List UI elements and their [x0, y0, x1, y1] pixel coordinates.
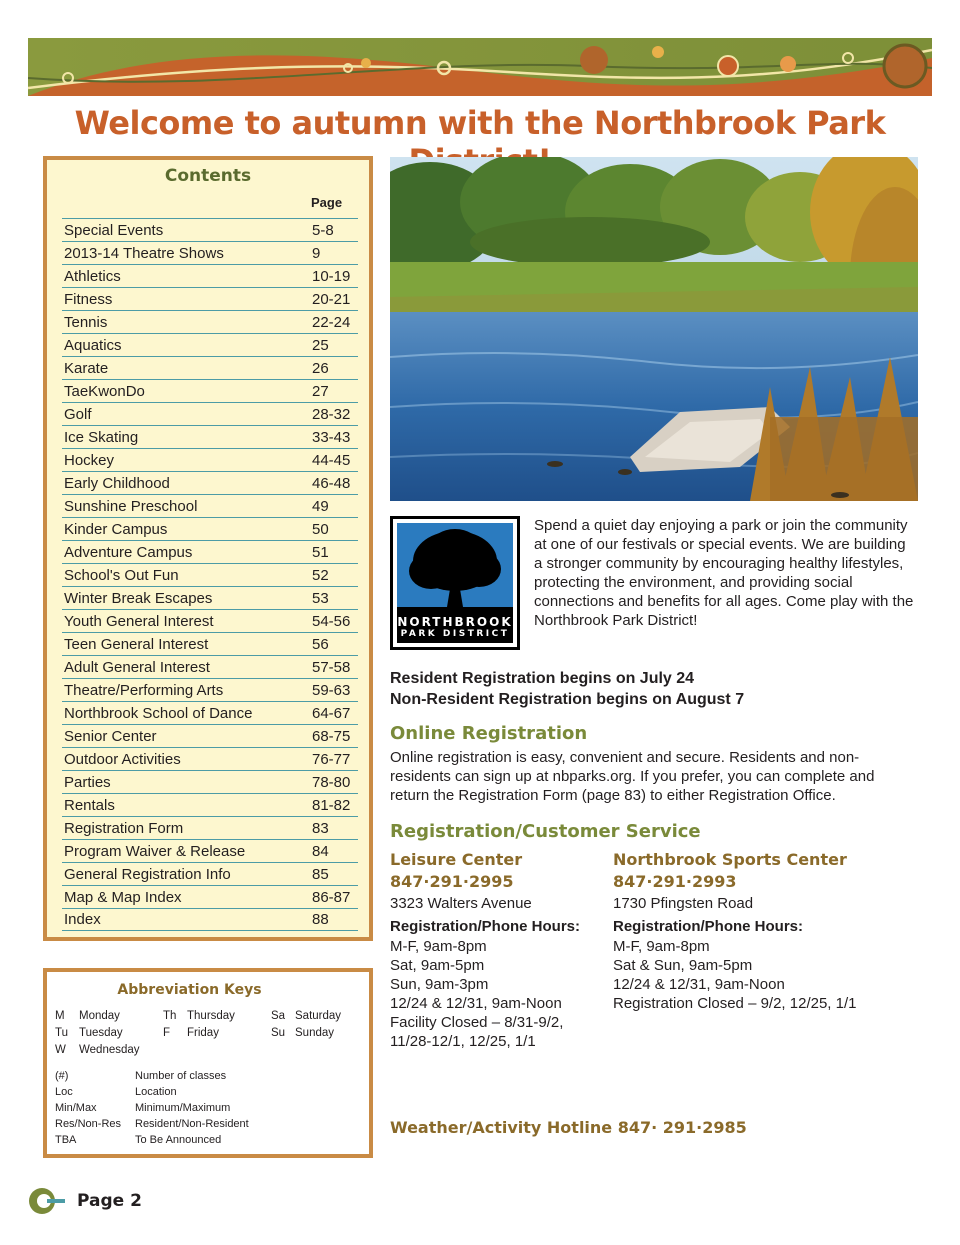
contents-item-page: 57-58: [312, 658, 351, 676]
contents-row: [62, 609, 358, 632]
day-name: Tuesday: [79, 1027, 123, 1039]
hours-line: Sat & Sun, 9am-5pm: [613, 957, 753, 974]
contents-row: [62, 839, 358, 862]
contents-item-page: 20-21: [312, 290, 351, 308]
logo-line-1: NORTHBROOK: [397, 615, 513, 629]
contents-row: [62, 678, 358, 701]
contents-item-page: 78-80: [312, 773, 351, 791]
contents-title: Contents: [164, 166, 252, 186]
contents-row: [62, 563, 358, 586]
sports-center-phone: 847·291·2993: [613, 872, 737, 891]
term-meaning: To Be Announced: [135, 1134, 222, 1146]
contents-list: [62, 218, 358, 931]
intro-paragraph: Spend a quiet day enjoying a park or join the community at one of our festivals or special events. We are building a stronger community by encouraging healthy lifestyles, protecting the environment, and providing social connections and benefits for all ages. Come play with the Northbrook Park District!: [534, 517, 914, 629]
day-abbreviation: M: [55, 1010, 65, 1022]
contents-item-label: Kinder Campus: [64, 520, 168, 538]
contents-item-label: Early Childhood: [64, 474, 170, 492]
contents-item-page: 5-8: [312, 221, 334, 239]
registration-dates: [390, 668, 910, 710]
contents-item-page: 76-77: [312, 750, 351, 768]
contents-item-label: Tennis: [64, 313, 108, 331]
page-headline: Welcome to autumn with the Northbrook Park: [74, 104, 886, 142]
contents-item-label: Hockey: [64, 451, 115, 469]
contents-item-page: 51: [312, 543, 329, 561]
contents-box: [43, 156, 373, 941]
contents-item-page: 46-48: [312, 474, 351, 492]
contents-row: [62, 264, 358, 287]
hours-line: Facility Closed – 8/31-9/2,: [390, 1014, 564, 1031]
decorative-banner: [28, 38, 932, 96]
contents-item-label: TaeKwonDo: [64, 382, 145, 400]
contents-item-page: 25: [312, 336, 329, 354]
northbrook-logo: [390, 516, 520, 650]
contents-item-page: 9: [312, 244, 321, 262]
contents-row: [62, 793, 358, 816]
term-abbreviation: Min/Max: [55, 1102, 97, 1114]
hours-line: 11/28-12/1, 12/25, 1/1: [390, 1033, 536, 1050]
contents-item-page: 68-75: [312, 727, 351, 745]
contents-row: [62, 287, 358, 310]
hours-line: Sun, 9am-3pm: [390, 976, 489, 993]
contents-item-page: 10-19: [312, 267, 351, 285]
contents-row: [62, 862, 358, 885]
contents-row: [62, 471, 358, 494]
term-abbreviation: Res/Non-Res: [55, 1118, 122, 1130]
hours-line: M-F, 9am-8pm: [613, 938, 710, 955]
contents-item-label: School's Out Fun: [64, 566, 179, 584]
day-name: Friday: [187, 1027, 219, 1039]
contents-row: [62, 356, 358, 379]
contents-row: [62, 333, 358, 356]
leisure-center-name: Leisure Center: [390, 850, 523, 869]
contents-item-label: Index: [64, 911, 101, 928]
contents-item-label: Ice Skating: [64, 428, 139, 446]
contents-item-label: Theatre/Performing Arts: [64, 681, 224, 699]
leisure-center-hours: [390, 937, 563, 1051]
contents-row: [62, 310, 358, 333]
day-name: Sunday: [295, 1027, 335, 1039]
contents-item-page: 33-43: [312, 428, 351, 446]
contents-item-label: General Registration Info: [64, 865, 231, 883]
contents-item-page: 44-45: [312, 451, 351, 469]
leisure-center-hours-label: Registration/Phone Hours:: [390, 918, 581, 935]
day-name: Thursday: [187, 1010, 235, 1022]
day-name: Wednesday: [79, 1044, 140, 1056]
contents-row: [62, 517, 358, 540]
contents-item-page: 59-63: [312, 681, 351, 699]
contents-item-page: 54-56: [312, 612, 351, 630]
term-abbreviation: Loc: [55, 1086, 73, 1098]
contents-item-page: 52: [312, 566, 329, 584]
contents-row: [62, 586, 358, 609]
contents-item-page: 26: [312, 359, 329, 377]
contents-row: [62, 885, 358, 908]
online-registration-body: Online registration is easy, convenient and secure. Residents and non-residents can sign up at nbparks.org. If you prefer, you can complete and return the Registration Form (page 83) to either Registration Office.: [390, 749, 875, 804]
customer-service-heading: Registration/Customer Service: [390, 821, 701, 842]
term-abbreviation: (#): [55, 1070, 69, 1082]
contents-row: [62, 448, 358, 471]
contents-item-page: 56: [312, 635, 329, 653]
contents-item-page: 81-82: [312, 796, 351, 814]
contents-item-label: Adult General Interest: [64, 658, 210, 676]
day-abbreviation: Th: [163, 1010, 177, 1022]
contents-item-page: 88: [312, 911, 329, 928]
term-meaning: Location: [135, 1086, 177, 1098]
park-district-mark-icon: [27, 1186, 65, 1216]
term-meaning: Resident/Non-Resident: [135, 1118, 249, 1130]
contents-item-label: Karate: [64, 359, 109, 377]
contents-row: [62, 379, 358, 402]
sports-center-hours-label: Registration/Phone Hours:: [613, 918, 804, 935]
tree-icon: [397, 523, 513, 617]
contents-row: [62, 908, 358, 931]
contents-row: [62, 655, 358, 678]
contents-item-label: Northbrook School of Dance: [64, 704, 253, 722]
contents-item-label: Fitness: [64, 290, 113, 308]
contents-item-page: 85: [312, 865, 329, 883]
contents-item-label: Athletics: [64, 267, 121, 285]
logo-line-2: PARK DISTRICT: [400, 629, 510, 639]
leisure-center-phone: 847·291·2995: [390, 872, 514, 891]
contents-item-label: Parties: [64, 773, 111, 791]
day-abbreviation: Tu: [55, 1027, 68, 1039]
contents-item-label: Aquatics: [64, 336, 122, 354]
contents-item-label: Program Waiver & Release: [64, 842, 246, 860]
contents-row: [62, 402, 358, 425]
contents-row: [62, 241, 358, 264]
contents-item-label: Youth General Interest: [64, 612, 214, 630]
day-name: Monday: [79, 1010, 120, 1022]
contents-row: [62, 425, 358, 448]
contents-item-page: 49: [312, 497, 329, 515]
term-abbreviation: TBA: [55, 1134, 77, 1146]
leisure-center-address: 3323 Walters Avenue: [390, 895, 532, 912]
day-abbreviation: Su: [271, 1027, 286, 1039]
page-number: Page 2: [77, 1191, 142, 1211]
contents-item-label: Golf: [64, 405, 92, 423]
contents-item-label: Rentals: [64, 796, 115, 814]
contents-item-page: 50: [312, 520, 329, 538]
contents-item-label: Sunshine Preschool: [64, 497, 198, 515]
hours-line: Registration Closed – 9/2, 12/25, 1/1: [613, 995, 857, 1012]
contents-item-page: 86-87: [312, 888, 351, 906]
online-registration-heading: Online Registration: [390, 723, 588, 744]
contents-item-label: Registration Form: [64, 819, 184, 837]
day-abbreviation: W: [55, 1044, 66, 1056]
contents-row: [62, 218, 358, 241]
abbreviation-title: Abbreviation Keys: [117, 982, 262, 998]
day-name: Saturday: [295, 1010, 342, 1022]
term-meaning: Minimum/Maximum: [135, 1102, 231, 1114]
contents-row: [62, 540, 358, 563]
contents-row: [62, 724, 358, 747]
term-meaning: Number of classes: [135, 1070, 227, 1082]
contents-item-label: Winter Break Escapes: [64, 589, 213, 607]
contents-row: [62, 701, 358, 724]
hours-line: 12/24 & 12/31, 9am-Noon: [390, 995, 562, 1012]
contents-item-label: Teen General Interest: [64, 635, 209, 653]
day-abbreviation: Sa: [271, 1010, 286, 1022]
contents-item-page: 22-24: [312, 313, 351, 331]
contents-page-header: Page: [311, 195, 343, 210]
park-pond-photo: [390, 157, 918, 501]
sports-center-name: Northbrook Sports Center: [613, 850, 847, 869]
contents-item-page: 28-32: [312, 405, 351, 423]
contents-item-page: 64-67: [312, 704, 351, 722]
contents-row: [62, 747, 358, 770]
non-resident-registration-date: Non-Resident Registration begins on August 7: [390, 691, 745, 708]
hours-line: 12/24 & 12/31, 9am-Noon: [613, 976, 785, 993]
hours-line: M-F, 9am-8pm: [390, 938, 487, 955]
hours-line: Sat, 9am-5pm: [390, 957, 485, 974]
contents-item-label: Senior Center: [64, 727, 157, 745]
sports-center-hours: [613, 937, 857, 1013]
contents-row: [62, 816, 358, 839]
logo-wordmark: [397, 613, 513, 643]
sports-center-address: 1730 Pfingsten Road: [613, 895, 754, 912]
contents-row: [62, 632, 358, 655]
day-abbreviation: F: [163, 1027, 171, 1039]
contents-item-page: 53: [312, 589, 329, 607]
contents-item-page: 83: [312, 819, 329, 837]
contents-item-page: 84: [312, 842, 329, 860]
contents-row: [62, 770, 358, 793]
contents-row: [62, 494, 358, 517]
resident-registration-date: Resident Registration begins on July 24: [390, 670, 695, 687]
contents-item-label: Adventure Campus: [64, 543, 193, 561]
contents-item-label: Special Events: [64, 221, 164, 239]
contents-item-label: Outdoor Activities: [64, 750, 181, 768]
weather-hotline: Weather/Activity Hotline 847· 291·2985: [390, 1118, 747, 1137]
contents-item-label: 2013-14 Theatre Shows: [64, 244, 224, 262]
contents-item-label: Map & Map Index: [64, 888, 182, 906]
abbreviation-box: [43, 968, 373, 1158]
contents-item-page: 27: [312, 382, 329, 400]
